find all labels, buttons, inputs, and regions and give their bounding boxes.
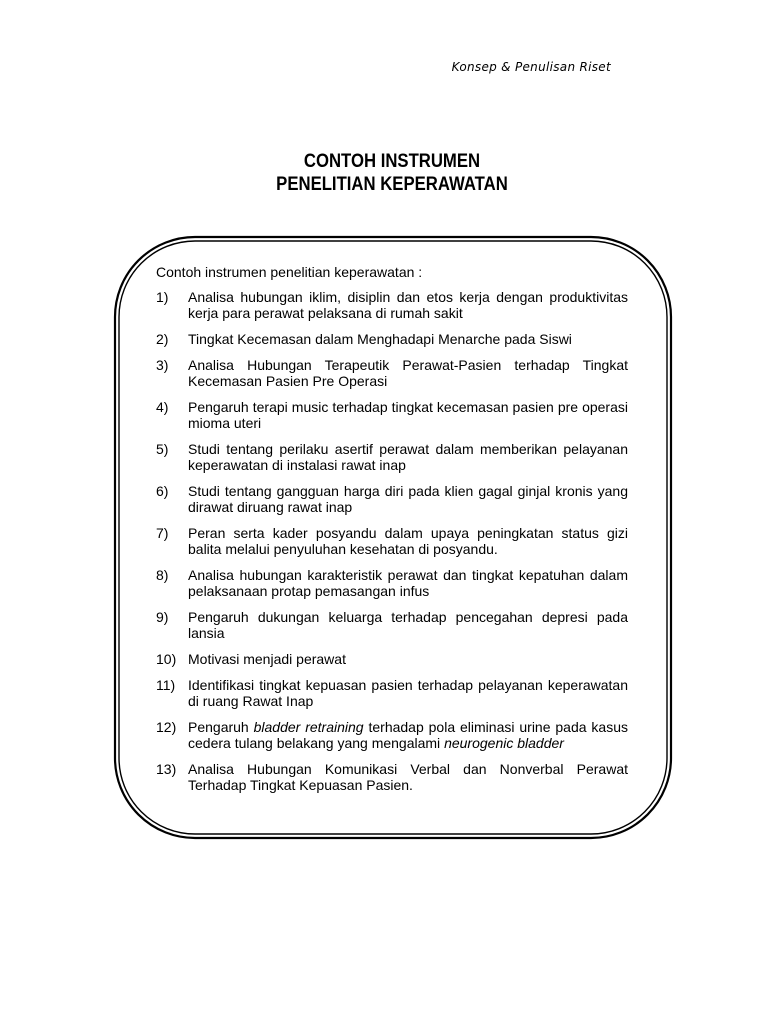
list-item xyxy=(156,399,628,431)
item-number: 13) xyxy=(156,761,177,777)
item-number: 7) xyxy=(156,525,169,541)
list-item xyxy=(156,331,628,347)
list-item xyxy=(156,677,628,709)
item-number: 9) xyxy=(156,609,169,625)
item-text: Analisa hubungan karakteristik perawat dan tingkat kepatuhan dalam pelaksanaan protap pemasangan infus xyxy=(188,567,628,599)
item-text: Peran serta kader posyandu dalam upaya peningkatan status gizi balita melalui penyuluhan kesehatan di posyandu. xyxy=(188,525,628,557)
item-number: 2) xyxy=(156,331,169,347)
item-text-part: Pengaruh xyxy=(188,719,254,735)
item-number: 6) xyxy=(156,483,169,499)
list-item xyxy=(156,609,628,641)
list-item xyxy=(156,719,628,751)
list-item xyxy=(156,289,628,321)
item-text: Studi tentang perilaku asertif perawat dalam memberikan pelayanan keperawatan di instalasi rawat inap xyxy=(188,441,628,473)
item-text: Studi tentang gangguan harga diri pada klien gagal ginjal kronis yang dirawat diruang rawat inap xyxy=(188,483,628,515)
item-text: Analisa hubungan iklim, disiplin dan etos kerja dengan produktivitas kerja para perawat pelaksana di rumah sakit xyxy=(188,289,628,321)
list-item xyxy=(156,357,628,389)
item-text: Identifikasi tingkat kepuasan pasien terhadap pelayanan keperawatan di ruang Rawat Inap xyxy=(188,677,628,709)
list-item xyxy=(156,761,628,793)
item-text: Analisa Hubungan Komunikasi Verbal dan Nonverbal Perawat Terhadap Tingkat Kepuasan Pasien. xyxy=(188,761,628,793)
title-line-2: PENELITIAN KEPERAWATAN xyxy=(276,174,508,195)
item-number: 8) xyxy=(156,567,169,583)
item-text: Tingkat Kecemasan dalam Menghadapi Menarche pada Siswi xyxy=(188,331,572,347)
item-text xyxy=(188,719,628,751)
list-item xyxy=(156,483,628,515)
page-title xyxy=(47,150,737,196)
item-number: 5) xyxy=(156,441,169,457)
item-text-italic: neurogenic bladder xyxy=(444,735,564,751)
item-number: 10) xyxy=(156,651,177,667)
item-text-italic: bladder retraining xyxy=(253,719,364,735)
list-item xyxy=(156,567,628,599)
running-header: Konsep & Penulisan Riset xyxy=(451,60,611,74)
list-item xyxy=(156,651,628,667)
list-intro: Contoh instrumen penelitian keperawatan : xyxy=(156,264,423,280)
item-text: Pengaruh dukungan keluarga terhadap pencegahan depresi pada lansia xyxy=(188,609,628,641)
instrument-list-box xyxy=(156,264,628,803)
item-text: Motivasi menjadi perawat xyxy=(188,651,346,667)
list-item xyxy=(156,441,628,473)
item-text: Pengaruh terapi music terhadap tingkat kecemasan pasien pre operasi mioma uteri xyxy=(188,399,628,431)
item-text-part: terhadap pola eliminasi urine pada kasus cedera tulang belakang yang mengalami xyxy=(188,719,629,751)
item-number: 1) xyxy=(156,289,169,305)
item-number: 11) xyxy=(156,677,176,693)
item-number: 12) xyxy=(156,719,177,735)
title-line-1: CONTOH INSTRUMEN xyxy=(303,151,481,172)
item-number: 4) xyxy=(156,399,169,415)
list-item xyxy=(156,525,628,557)
item-number: 3) xyxy=(156,357,169,373)
item-text: Analisa Hubungan Terapeutik Perawat-Pasien terhadap Tingkat Kecemasan Pasien Pre Operasi xyxy=(188,357,628,389)
